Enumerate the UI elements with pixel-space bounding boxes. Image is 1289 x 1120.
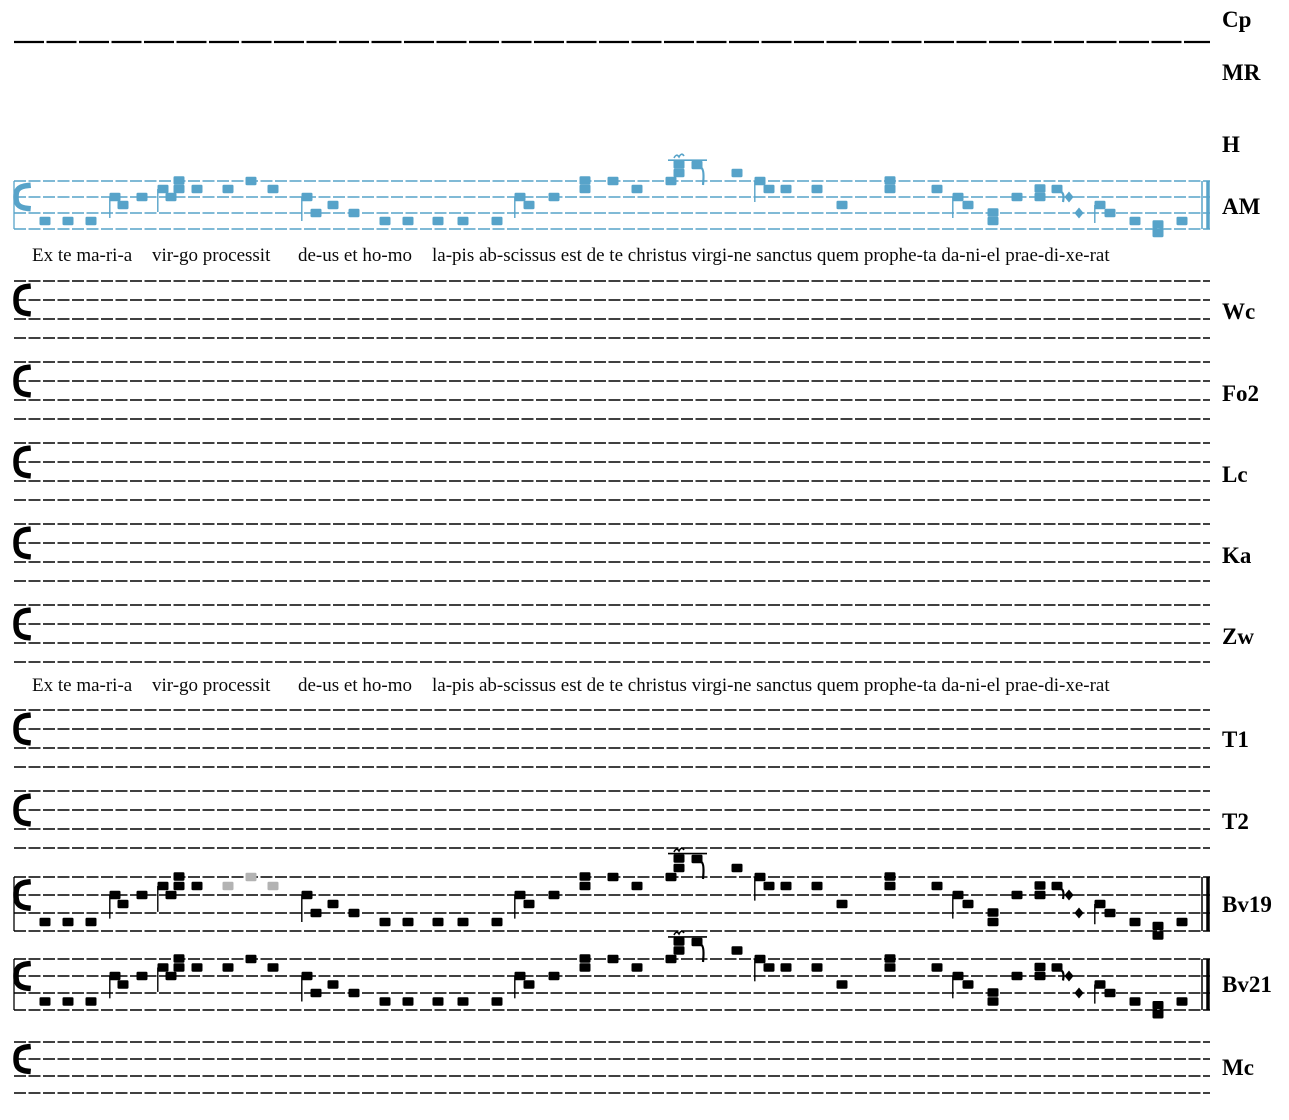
diamond-note xyxy=(1075,988,1084,999)
punctum-note xyxy=(755,177,766,185)
staff-label-wc: Wc xyxy=(1222,299,1256,324)
staff-mc xyxy=(14,1042,1210,1093)
punctum-note xyxy=(1177,997,1188,1005)
punctum-note xyxy=(781,882,792,890)
punctum-note xyxy=(1095,201,1106,209)
punctum-note xyxy=(755,873,766,881)
punctum-note xyxy=(302,891,313,899)
punctum-note xyxy=(1035,891,1046,899)
punctum-note xyxy=(403,217,414,225)
punctum-note xyxy=(268,185,279,193)
punctum-note xyxy=(988,217,999,225)
diamond-note xyxy=(1065,971,1074,982)
staff-bv21 xyxy=(14,931,1210,1018)
punctum-note xyxy=(380,217,391,225)
punctum-note xyxy=(692,161,703,169)
punctum-note xyxy=(174,954,185,962)
punctum-note xyxy=(812,185,823,193)
punctum-note xyxy=(1153,220,1164,228)
punctum-note xyxy=(1153,1010,1164,1018)
punctum-note xyxy=(223,882,234,890)
punctum-note xyxy=(158,963,169,971)
punctum-note xyxy=(608,955,619,963)
punctum-note xyxy=(953,193,964,201)
punctum-note xyxy=(608,177,619,185)
punctum-note xyxy=(1035,881,1046,889)
punctum-note xyxy=(932,185,943,193)
punctum-note xyxy=(174,963,185,971)
punctum-note xyxy=(1130,918,1141,926)
punctum-note xyxy=(137,972,148,980)
punctum-note xyxy=(246,873,257,881)
punctum-note xyxy=(580,954,591,962)
punctum-note xyxy=(1105,989,1116,997)
punctum-note xyxy=(812,963,823,971)
punctum-note xyxy=(380,997,391,1005)
punctum-note xyxy=(1035,963,1046,971)
punctum-note xyxy=(837,980,848,988)
lyric-phrase: de-us et ho-mo xyxy=(298,245,412,266)
punctum-note xyxy=(674,946,685,954)
punctum-note xyxy=(1052,882,1063,890)
punctum-note xyxy=(1095,900,1106,908)
punctum-note xyxy=(549,891,560,899)
punctum-note xyxy=(674,160,685,168)
punctum-note xyxy=(549,193,560,201)
punctum-note xyxy=(166,193,177,201)
punctum-note xyxy=(963,900,974,908)
punctum-note xyxy=(1012,972,1023,980)
punctum-note xyxy=(492,918,503,926)
punctum-note xyxy=(86,918,97,926)
staff-label-mc: Mc xyxy=(1222,1055,1254,1080)
punctum-note xyxy=(174,882,185,890)
punctum-note xyxy=(1153,229,1164,237)
diamond-note xyxy=(1075,208,1084,219)
punctum-note xyxy=(433,997,444,1005)
punctum-note xyxy=(40,217,51,225)
punctum-note xyxy=(192,185,203,193)
punctum-note xyxy=(1095,980,1106,988)
punctum-note xyxy=(764,185,775,193)
punctum-note xyxy=(63,997,74,1005)
punctum-note xyxy=(1052,185,1063,193)
staff-label-am: AM xyxy=(1222,194,1261,219)
punctum-note xyxy=(158,882,169,890)
punctum-note xyxy=(268,963,279,971)
staff-label-lc: Lc xyxy=(1222,462,1248,487)
lyric-phrase: vir-go processit xyxy=(152,675,271,696)
punctum-note xyxy=(403,918,414,926)
lyric-phrase: la-pis ab-scissus est de te christus virgi-ne sanctus quem prophe-ta da-ni-el prae-di-xe-rat xyxy=(432,245,1110,266)
punctum-note xyxy=(246,177,257,185)
punctum-note xyxy=(302,972,313,980)
punctum-note xyxy=(192,882,203,890)
staff-label-t1: T1 xyxy=(1222,727,1249,752)
punctum-note xyxy=(166,972,177,980)
punctum-note xyxy=(885,882,896,890)
punctum-note xyxy=(458,918,469,926)
punctum-note xyxy=(692,938,703,946)
punctum-note xyxy=(674,169,685,177)
punctum-note xyxy=(515,193,526,201)
punctum-note xyxy=(885,185,896,193)
punctum-note xyxy=(1153,931,1164,939)
punctum-note xyxy=(268,882,279,890)
punctum-note xyxy=(580,176,591,184)
punctum-note xyxy=(137,891,148,899)
staff-lc xyxy=(14,443,1210,500)
punctum-note xyxy=(328,980,339,988)
punctum-note xyxy=(433,918,444,926)
diamond-note xyxy=(1075,908,1084,919)
punctum-note xyxy=(110,972,121,980)
staff-label-mr: MR xyxy=(1222,60,1261,85)
punctum-note xyxy=(988,908,999,916)
staff-label-cp: Cp xyxy=(1222,7,1252,32)
punctum-note xyxy=(692,855,703,863)
punctum-note xyxy=(1035,184,1046,192)
punctum-note xyxy=(988,208,999,216)
punctum-note xyxy=(174,185,185,193)
punctum-note xyxy=(1105,909,1116,917)
diamond-note xyxy=(1065,890,1074,901)
diamond-note xyxy=(1065,192,1074,203)
punctum-note xyxy=(580,872,591,880)
staff-t2 xyxy=(14,791,1210,848)
staff-label-t2: T2 xyxy=(1222,809,1249,834)
punctum-note xyxy=(349,989,360,997)
punctum-note xyxy=(328,900,339,908)
punctum-note xyxy=(764,882,775,890)
punctum-note xyxy=(632,882,643,890)
punctum-note xyxy=(732,864,743,872)
punctum-note xyxy=(515,891,526,899)
punctum-note xyxy=(349,209,360,217)
staff-wc xyxy=(14,281,1210,338)
punctum-note xyxy=(110,891,121,899)
punctum-note xyxy=(732,169,743,177)
punctum-note xyxy=(246,955,257,963)
punctum-note xyxy=(755,955,766,963)
punctum-note xyxy=(988,918,999,926)
punctum-note xyxy=(458,997,469,1005)
punctum-note xyxy=(885,954,896,962)
punctum-note xyxy=(1052,963,1063,971)
staff-label-ka: Ka xyxy=(1222,543,1252,568)
punctum-note xyxy=(40,997,51,1005)
punctum-note xyxy=(963,980,974,988)
punctum-note xyxy=(311,209,322,217)
lyrics-line-2 xyxy=(0,675,1289,699)
staff-zw xyxy=(14,605,1210,662)
punctum-note xyxy=(666,873,677,881)
punctum-note xyxy=(63,217,74,225)
punctum-note xyxy=(1153,1001,1164,1009)
punctum-note xyxy=(86,217,97,225)
punctum-note xyxy=(580,963,591,971)
plica-tail xyxy=(1062,889,1064,899)
punctum-note xyxy=(40,918,51,926)
punctum-note xyxy=(63,918,74,926)
punctum-note xyxy=(632,963,643,971)
punctum-note xyxy=(524,980,535,988)
punctum-note xyxy=(174,872,185,880)
punctum-note xyxy=(885,872,896,880)
punctum-note xyxy=(1035,193,1046,201)
punctum-note xyxy=(781,963,792,971)
punctum-note xyxy=(524,900,535,908)
punctum-note xyxy=(580,185,591,193)
punctum-note xyxy=(118,980,129,988)
lyric-phrase: la-pis ab-scissus est de te christus virgi-ne sanctus quem prophe-ta da-ni-el prae-di-xe-rat xyxy=(432,675,1110,696)
staff-bv19 xyxy=(14,848,1210,939)
punctum-note xyxy=(666,177,677,185)
punctum-note xyxy=(311,989,322,997)
punctum-note xyxy=(932,882,943,890)
punctum-note xyxy=(953,891,964,899)
punctum-note xyxy=(110,193,121,201)
punctum-note xyxy=(137,193,148,201)
punctum-note xyxy=(963,201,974,209)
punctum-note xyxy=(492,217,503,225)
punctum-note xyxy=(1035,972,1046,980)
punctum-note xyxy=(580,882,591,890)
punctum-note xyxy=(549,972,560,980)
punctum-note xyxy=(1130,997,1141,1005)
staff-fo2 xyxy=(14,362,1210,419)
punctum-note xyxy=(1105,209,1116,217)
punctum-note xyxy=(932,963,943,971)
staff-label-fo2: Fo2 xyxy=(1222,381,1260,406)
punctum-note xyxy=(492,997,503,1005)
plica-tail xyxy=(702,168,704,185)
punctum-note xyxy=(349,909,360,917)
punctum-note xyxy=(885,176,896,184)
punctum-note xyxy=(1130,217,1141,225)
punctum-note xyxy=(302,193,313,201)
punctum-note xyxy=(403,997,414,1005)
punctum-note xyxy=(118,201,129,209)
lyric-phrase: Ex te ma-ri-a xyxy=(32,245,133,266)
lyric-phrase: Ex te ma-ri-a xyxy=(32,675,133,696)
punctum-note xyxy=(86,997,97,1005)
lyric-phrase: vir-go processit xyxy=(152,245,271,266)
punctum-note xyxy=(118,900,129,908)
punctum-note xyxy=(311,909,322,917)
punctum-note xyxy=(674,864,685,872)
punctum-note xyxy=(515,972,526,980)
punctum-note xyxy=(166,891,177,899)
punctum-note xyxy=(328,201,339,209)
punctum-note xyxy=(674,854,685,862)
punctum-note xyxy=(666,955,677,963)
punctum-note xyxy=(192,963,203,971)
punctum-note xyxy=(1177,918,1188,926)
staff-label-bv19: Bv19 xyxy=(1222,892,1272,917)
punctum-note xyxy=(632,185,643,193)
punctum-note xyxy=(433,217,444,225)
punctum-note xyxy=(1012,193,1023,201)
punctum-note xyxy=(988,997,999,1005)
staff-t1 xyxy=(14,710,1210,767)
lyrics-line-1 xyxy=(0,245,1289,269)
punctum-note xyxy=(380,918,391,926)
staff-label-bv21: Bv21 xyxy=(1222,972,1272,997)
punctum-note xyxy=(885,963,896,971)
punctum-note xyxy=(837,900,848,908)
staff-label-h: H xyxy=(1222,132,1240,157)
punctum-note xyxy=(1012,891,1023,899)
punctum-note xyxy=(674,937,685,945)
punctum-note xyxy=(158,185,169,193)
punctum-note xyxy=(608,873,619,881)
punctum-note xyxy=(174,176,185,184)
punctum-note xyxy=(837,201,848,209)
punctum-note xyxy=(732,946,743,954)
punctum-note xyxy=(1177,217,1188,225)
quilisma-flag xyxy=(674,154,684,158)
punctum-note xyxy=(458,217,469,225)
lyric-phrase: de-us et ho-mo xyxy=(298,675,412,696)
punctum-note xyxy=(524,201,535,209)
punctum-note xyxy=(781,185,792,193)
punctum-note xyxy=(812,882,823,890)
punctum-note xyxy=(988,988,999,996)
punctum-note xyxy=(764,963,775,971)
staff-label-zw: Zw xyxy=(1222,624,1254,649)
staff-ka xyxy=(14,524,1210,581)
punctum-note xyxy=(1153,922,1164,930)
punctum-note xyxy=(223,963,234,971)
punctum-note xyxy=(223,185,234,193)
punctum-note xyxy=(953,972,964,980)
staff-am xyxy=(14,154,1210,237)
